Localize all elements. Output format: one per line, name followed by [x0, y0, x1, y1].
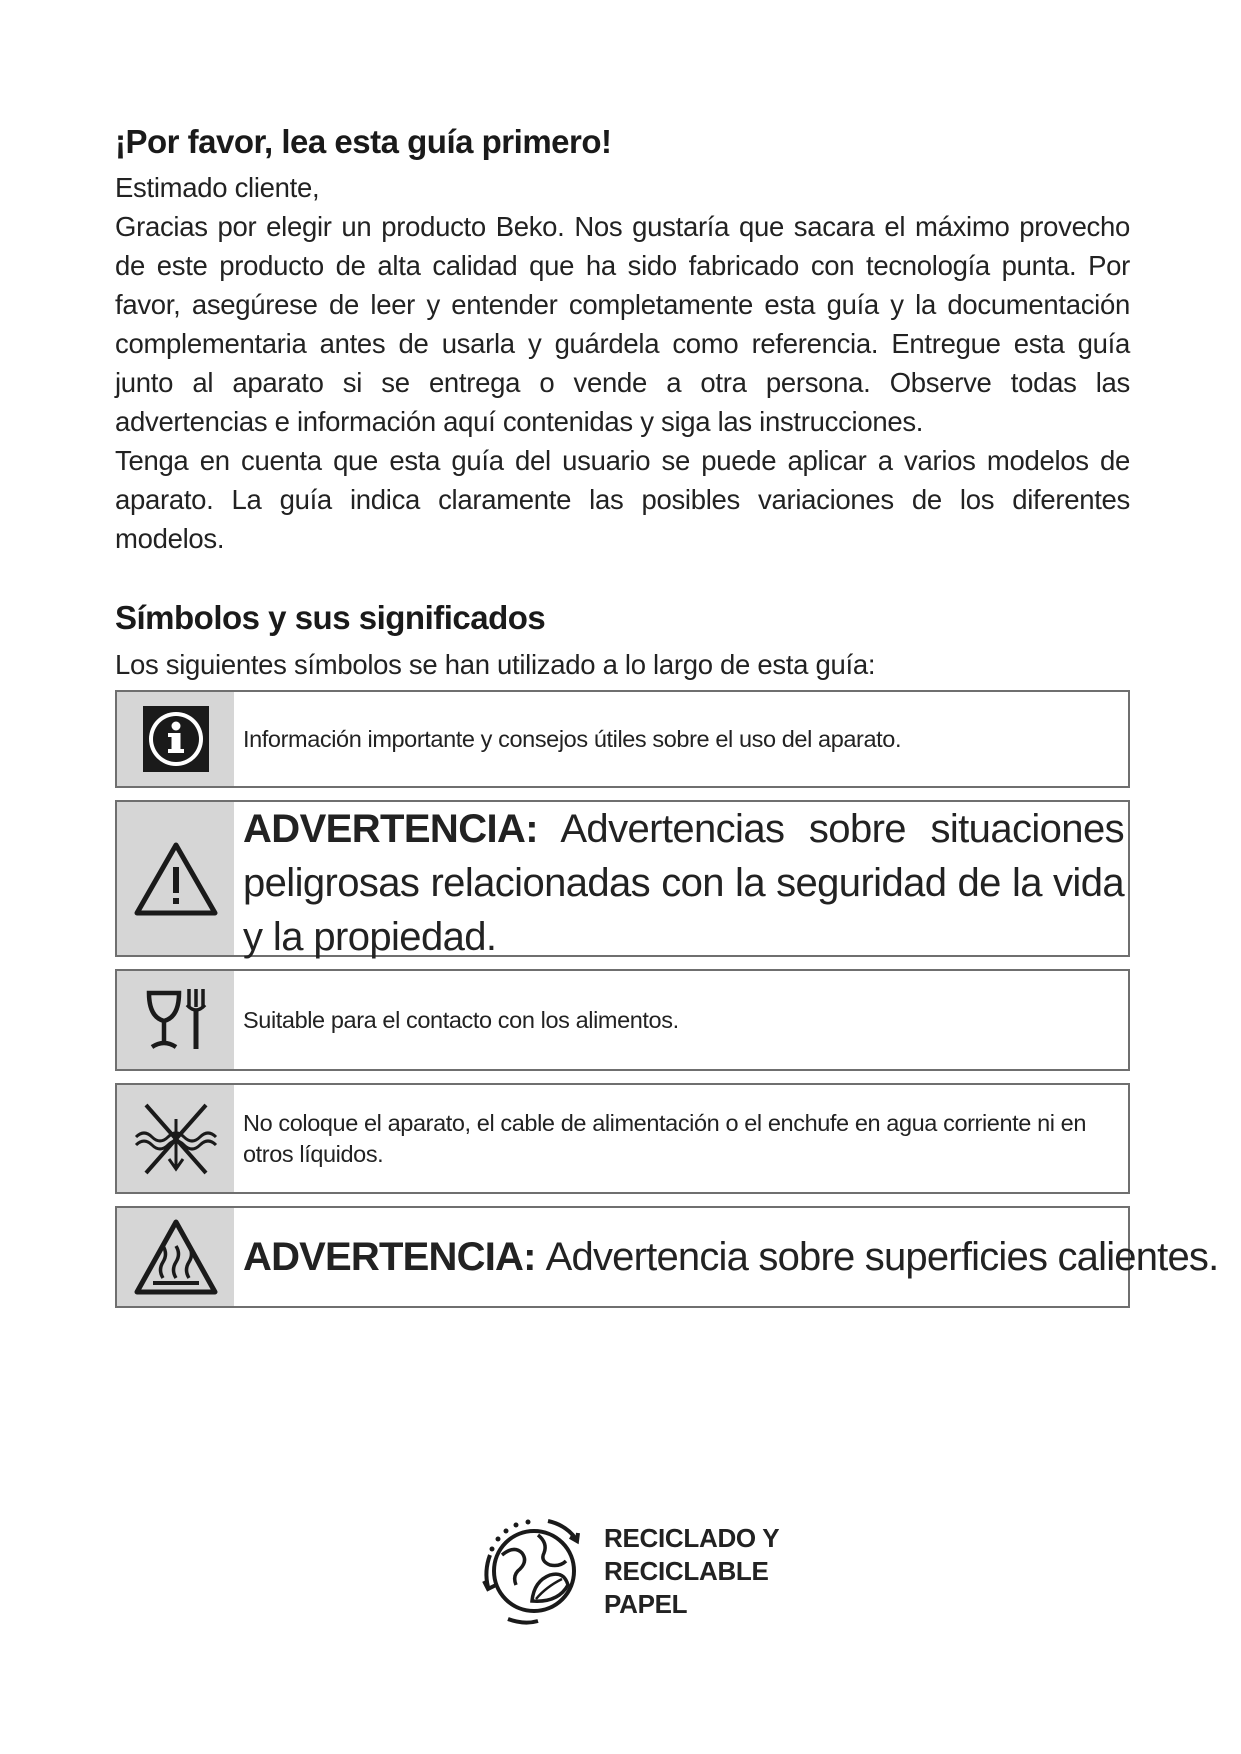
recycle-line-2: RECICLABLE	[604, 1555, 769, 1586]
symbols-intro: Los siguientes símbolos se han utilizado a lo largo de esta guía:	[115, 649, 876, 680]
hot-surface-icon	[117, 1208, 234, 1306]
symbol-text-hot-surface	[234, 1208, 1222, 1306]
symbol-row-hot-surface	[115, 1206, 1219, 1308]
greeting: Estimado cliente,	[115, 172, 320, 203]
symbol-row-food-contact	[115, 969, 1130, 1071]
page-title: ¡Por favor, lea esta guía primero!	[115, 123, 612, 160]
intro-text	[115, 168, 1130, 558]
symbols-title: Símbolos y sus significados	[115, 599, 546, 636]
recycle-line-3: PAPEL	[604, 1588, 688, 1619]
manual-page	[115, 120, 1219, 1320]
no-water-icon	[117, 1085, 234, 1192]
food-contact-icon	[117, 971, 234, 1069]
symbol-text-warning	[234, 802, 1128, 959]
recycle-line-1: RECICLADO Y	[604, 1522, 780, 1553]
symbol-text-food-contact: Suitable para el contacto con los alimentos.	[243, 1006, 679, 1033]
recycle-label	[604, 1522, 779, 1621]
warning-lead: ADVERTENCIA:	[243, 807, 539, 851]
hot-surface-description: Advertencia sobre superficies calientes.	[545, 1234, 1219, 1279]
recycle-globe-icon	[478, 1515, 590, 1627]
intro-paragraph-1: Gracias por elegir un producto Beko. Nos gustaría que sacara el máximo provecho de este producto de alta calidad que ha sido fabricado con tecnología punta. Por favor, asegúrese de leer y entender completamente esta guía y la documentación complementaria antes de usarla y guárdela como referencia. Entregue esta guía junto al aparato si se entrega o vende a otra persona. Observe todas las advertencias e información aquí contenidas y siga las instrucciones.	[115, 211, 1130, 437]
symbol-text-info: Información importante y consejos útiles sobre el uso del aparato.	[243, 725, 902, 752]
info-icon	[117, 692, 234, 786]
intro-paragraph-2: Tenga en cuenta que esta guía del usuario se puede aplicar a varios modelos de aparato. La guía indica claramente las posibles variaciones de los diferentes modelos.	[115, 445, 1130, 554]
symbols-table	[115, 690, 1219, 1308]
hot-surface-lead: ADVERTENCIA:	[243, 1234, 536, 1279]
warning-description: Advertencias sobre situaciones peligrosas relacionadas con la seguridad de la vida y la propiedad.	[243, 807, 1124, 959]
symbol-row-warning	[115, 800, 1130, 957]
symbol-row-info	[115, 690, 1130, 788]
symbol-row-no-water	[115, 1083, 1130, 1194]
symbol-text-no-water: No coloque el aparato, el cable de alimentación o el enchufe en agua corriente ni en otros líquidos.	[243, 1109, 1087, 1167]
recycle-badge	[478, 1515, 779, 1627]
warning-icon	[117, 802, 234, 955]
